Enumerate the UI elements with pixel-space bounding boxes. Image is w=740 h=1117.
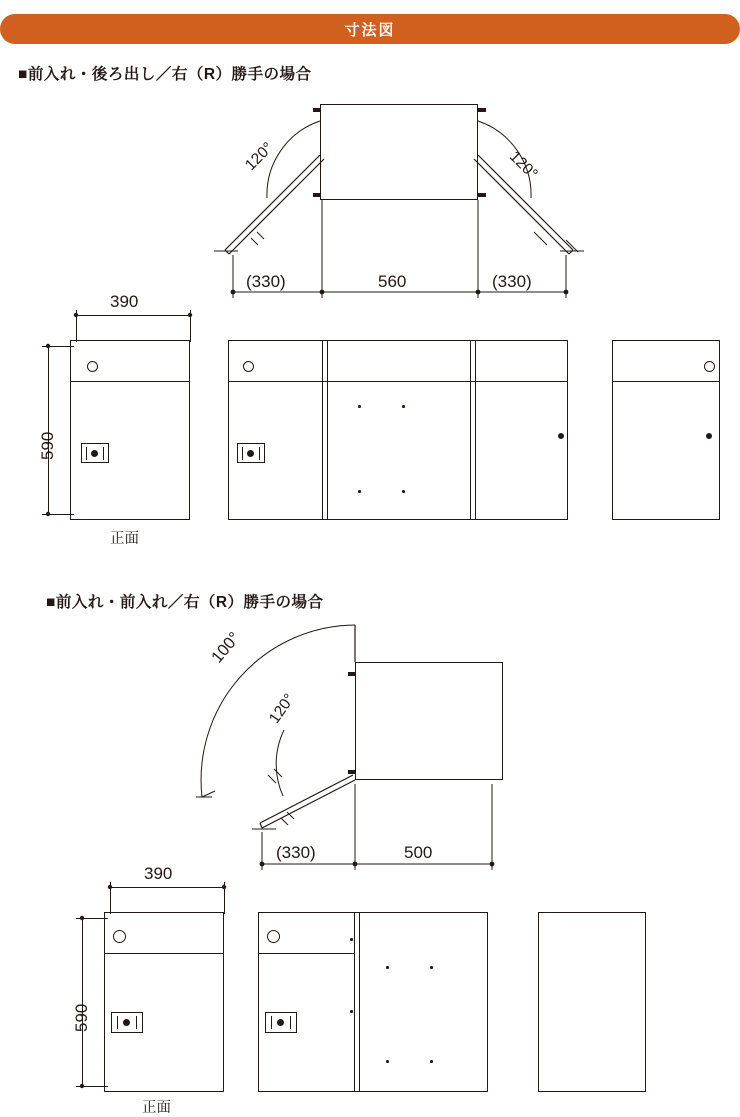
elev2-width-dim-line	[110, 887, 224, 888]
elev2-center-lock-bar2	[290, 1016, 291, 1029]
elev2-center-door-edge	[354, 912, 355, 1092]
elev1-center-knob-icon	[243, 361, 254, 372]
elev2-left-caption: 正面	[142, 1100, 171, 1116]
elev1-left-lock-bar	[86, 447, 87, 460]
plan1-hinge-top-right	[478, 108, 486, 112]
elev2-center-divider	[258, 953, 354, 954]
elev2-center-inner-dot-2	[430, 966, 433, 969]
elev2-width-dim-label: 390	[144, 864, 173, 883]
elev2-left-lock-bar	[117, 1016, 118, 1029]
elev2-height-dim-line	[82, 918, 83, 1086]
elev2-left-divider	[104, 953, 224, 954]
elev1-center-door-left-edge2	[327, 340, 328, 520]
elev1-height-ext-top	[42, 346, 74, 347]
elev1-center-inner-dot-2	[402, 405, 405, 408]
plan2-hinge-bottom	[348, 770, 356, 774]
plan1-hinge-bot-right	[478, 193, 486, 197]
elev1-width-dim-line	[76, 315, 190, 316]
elev2-width-ext-left	[110, 882, 111, 914]
elev1-width-ext-left	[76, 310, 77, 342]
plan1-dim-right-label: (330)	[492, 272, 532, 291]
elev1-center-divider	[228, 381, 568, 382]
elev2-center-inner-dot-4	[430, 1060, 433, 1063]
elev1-left-lock-dot	[91, 450, 98, 457]
elev1-right-knob-icon	[704, 361, 715, 372]
plan1-hinge-bot-left	[313, 193, 321, 197]
plan2-hinge-top	[348, 672, 356, 676]
plan2-dim-right-label: 500	[404, 843, 433, 862]
plan2-dim-left-label: (330)	[276, 843, 316, 862]
section-2-heading: ■前入れ・前入れ／右（R）勝手の場合	[46, 594, 324, 611]
elev1-width-dim-label: 390	[110, 292, 139, 311]
plan1-angle-left-label: 120°	[242, 139, 277, 175]
elev2-center-door-edge2	[359, 912, 360, 1092]
elev1-left-knob-icon	[87, 361, 98, 372]
elev1-center-inner-dot-1	[358, 405, 361, 408]
elev1-center-lock-bar2	[259, 447, 260, 460]
elev2-center-edge-dot-1	[350, 938, 353, 941]
plan1-hinge-top-left	[313, 108, 321, 112]
elev2-width-ext-right	[224, 882, 225, 914]
plan2-angle-outer-label: 100°	[208, 628, 244, 667]
elev2-height-dim-label: 590	[72, 1003, 91, 1032]
elev2-center-assembly	[258, 912, 488, 1092]
elev1-height-ext-bot	[42, 514, 74, 515]
elev2-left-knob-icon	[113, 930, 126, 943]
elev2-center-lock-bar	[271, 1016, 272, 1029]
elev2-center-lock-dot	[277, 1019, 284, 1026]
elev2-left-lock-bar2	[136, 1016, 137, 1029]
elev1-height-dim-line	[48, 346, 49, 514]
elev1-center-door-right-edge	[470, 340, 471, 520]
plan1-dim-center-label: 560	[378, 272, 407, 291]
elev1-left-divider	[70, 381, 190, 382]
elev1-left-caption: 正面	[110, 531, 139, 547]
elev2-center-inner-dot-1	[386, 966, 389, 969]
elev1-center-door-left-edge	[322, 340, 323, 520]
elev2-right-panel	[538, 912, 646, 1092]
elev2-center-knob-icon	[267, 930, 280, 943]
elev2-height-ext-bot	[76, 1086, 108, 1087]
plan1-dim-left-label: (330)	[246, 272, 286, 291]
elev1-width-ext-right	[190, 310, 191, 342]
elev2-center-inner-dot-3	[386, 1060, 389, 1063]
elev1-height-dim-label: 590	[38, 431, 57, 460]
elev2-left-lock-dot	[123, 1019, 130, 1026]
elev1-center-inner-dot-4	[402, 490, 405, 493]
plan2-angle-inner-label: 120°	[266, 690, 299, 727]
elev1-right-dot	[706, 433, 712, 439]
page-header-banner	[0, 14, 740, 44]
elev1-center-door-right-edge2	[475, 340, 476, 520]
elev2-height-ext-top	[76, 918, 108, 919]
elev1-center-assembly	[228, 340, 568, 520]
section-1-heading: ■前入れ・後ろ出し／右（R）勝手の場合	[18, 66, 312, 83]
page-title: 寸法図	[344, 21, 396, 39]
elev1-center-side-dot	[558, 433, 564, 439]
elev1-center-lock-dot	[247, 450, 254, 457]
elev2-center-edge-dot-2	[350, 1010, 353, 1013]
plan1-main-box	[320, 104, 478, 200]
elev1-right-divider	[612, 381, 720, 382]
elev1-center-lock-bar	[242, 447, 243, 460]
plan2-main-box	[355, 662, 503, 780]
plan1-angle-right-label: 120°	[505, 148, 541, 183]
elev1-center-inner-dot-3	[358, 490, 361, 493]
elev1-left-lock-bar2	[103, 447, 104, 460]
